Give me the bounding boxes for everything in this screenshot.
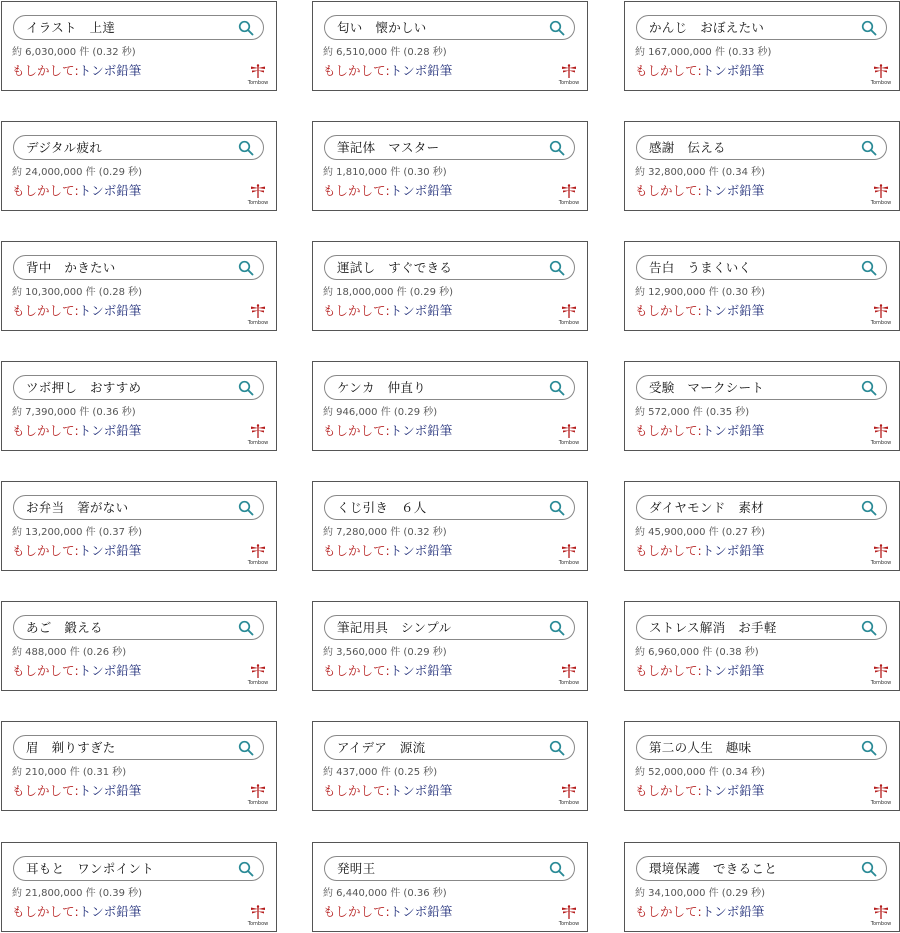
did-you-mean-label: もしかして: [12,543,79,558]
did-you-mean-label: もしかして: [12,303,79,318]
did-you-mean-link[interactable]: トンボ鉛筆 [389,543,453,558]
magnifier-icon[interactable] [549,861,565,877]
did-you-mean-label: もしかして: [12,63,79,78]
did-you-mean-link[interactable]: トンボ鉛筆 [389,303,453,318]
search-query: 眉 剃りすぎた [26,740,116,755]
search-bar[interactable] [636,15,887,40]
tombow-logo [557,64,581,86]
search-result-card [312,241,588,331]
did-you-mean [323,63,452,79]
did-you-mean [323,663,452,679]
did-you-mean [12,63,141,79]
dragonfly-logo-icon [873,64,889,79]
dragonfly-logo-icon [250,184,266,199]
dragonfly-logo-icon [250,424,266,439]
search-result-card [312,481,588,571]
result-count: 約 210,000 件 (0.31 秒) [12,767,127,778]
search-bar[interactable] [324,495,575,520]
brand-name: Tombow [558,680,580,686]
result-count: 約 437,000 件 (0.25 秒) [323,767,438,778]
did-you-mean [323,543,452,559]
brand-name: Tombow [247,680,269,686]
magnifier-icon[interactable] [861,500,877,516]
dragonfly-logo-icon [873,544,889,559]
brand-name: Tombow [247,440,269,446]
dragonfly-logo-icon [561,905,577,920]
search-result-card [1,601,277,691]
search-bar[interactable] [13,375,264,400]
result-count: 約 7,280,000 件 (0.32 秒) [323,527,447,538]
result-count: 約 6,030,000 件 (0.32 秒) [12,47,136,58]
search-query: くじ引き ６人 [337,500,427,515]
did-you-mean-label: もしかして: [635,543,702,558]
result-count: 約 21,800,000 件 (0.39 秒) [12,888,143,899]
search-bar[interactable] [636,255,887,280]
brand-name: Tombow [870,800,892,806]
search-result-card [1,842,277,932]
did-you-mean-label: もしかして: [635,783,702,798]
search-bar[interactable] [324,615,575,640]
search-query: ケンカ 仲直り [337,380,426,395]
brand-name: Tombow [870,921,892,927]
result-count: 約 572,000 件 (0.35 秒) [635,407,750,418]
result-count: 約 12,900,000 件 (0.30 秒) [635,287,766,298]
result-count: 約 7,390,000 件 (0.36 秒) [12,407,136,418]
did-you-mean-link[interactable]: トンボ鉛筆 [389,663,453,678]
search-query: あご 鍛える [26,620,103,635]
result-count: 約 18,000,000 件 (0.29 秒) [323,287,454,298]
dragonfly-logo-icon [873,664,889,679]
brand-name: Tombow [247,320,269,326]
magnifier-icon[interactable] [238,740,254,756]
dragonfly-logo-icon [873,784,889,799]
tombow-logo [557,544,581,566]
dragonfly-logo-icon [250,544,266,559]
search-query: 告白 うまくいく [649,260,752,275]
search-bar[interactable] [636,135,887,160]
brand-name: Tombow [870,440,892,446]
magnifier-icon[interactable] [861,620,877,636]
result-count: 約 6,960,000 件 (0.38 秒) [635,647,759,658]
did-you-mean-link[interactable]: トンボ鉛筆 [78,423,142,438]
dragonfly-logo-icon [561,184,577,199]
brand-name: Tombow [247,200,269,206]
did-you-mean-link[interactable]: トンボ鉛筆 [701,783,765,798]
tombow-logo [246,184,270,206]
search-bar[interactable] [13,735,264,760]
search-query: ツボ押し おすすめ [26,380,142,395]
magnifier-icon[interactable] [549,620,565,636]
result-count: 約 13,200,000 件 (0.37 秒) [12,527,143,538]
did-you-mean-label: もしかして: [635,423,702,438]
search-bar[interactable] [13,615,264,640]
did-you-mean-link[interactable]: トンボ鉛筆 [78,663,142,678]
did-you-mean [12,183,141,199]
search-bar[interactable] [324,375,575,400]
did-you-mean-link[interactable]: トンボ鉛筆 [389,183,453,198]
brand-name: Tombow [558,440,580,446]
magnifier-icon[interactable] [549,20,565,36]
did-you-mean-link[interactable]: トンボ鉛筆 [701,183,765,198]
magnifier-icon[interactable] [861,140,877,156]
tombow-logo [246,905,270,927]
search-query: 発明王 [337,861,376,876]
search-result-card [312,721,588,811]
brand-name: Tombow [247,560,269,566]
tombow-logo [869,304,893,326]
did-you-mean [323,904,452,920]
did-you-mean-label: もしかして: [323,904,390,919]
dragonfly-logo-icon [250,304,266,319]
did-you-mean-link[interactable]: トンボ鉛筆 [701,303,765,318]
search-query: 筆記体 マスター [337,140,440,155]
did-you-mean [635,183,764,199]
dragonfly-logo-icon [250,664,266,679]
did-you-mean [635,303,764,319]
magnifier-icon[interactable] [549,500,565,516]
magnifier-icon[interactable] [549,740,565,756]
tombow-logo [869,184,893,206]
search-bar[interactable] [324,735,575,760]
search-result-card [1,721,277,811]
did-you-mean-label: もしかして: [12,183,79,198]
did-you-mean-link[interactable]: トンボ鉛筆 [78,183,142,198]
search-result-card [624,481,900,571]
tombow-logo [557,664,581,686]
did-you-mean [323,423,452,439]
did-you-mean-link[interactable]: トンボ鉛筆 [389,63,453,78]
did-you-mean-link[interactable]: トンボ鉛筆 [389,904,453,919]
search-result-card [312,601,588,691]
dragonfly-logo-icon [873,184,889,199]
magnifier-icon[interactable] [861,20,877,36]
search-query: 匂い 懐かしい [337,20,427,35]
result-count: 約 167,000,000 件 (0.33 秒) [635,47,772,58]
tombow-logo [869,64,893,86]
brand-name: Tombow [247,921,269,927]
search-query: イラスト 上達 [26,20,116,35]
magnifier-icon[interactable] [238,260,254,276]
did-you-mean-label: もしかして: [635,663,702,678]
magnifier-icon[interactable] [238,140,254,156]
did-you-mean [12,783,141,799]
search-query: 感謝 伝える [649,140,726,155]
did-you-mean [323,783,452,799]
result-count: 約 946,000 件 (0.29 秒) [323,407,438,418]
brand-name: Tombow [247,800,269,806]
did-you-mean-label: もしかして: [12,663,79,678]
search-result-card [1,481,277,571]
did-you-mean-label: もしかして: [323,303,390,318]
dragonfly-logo-icon [561,424,577,439]
search-result-card [1,241,277,331]
search-result-card [1,1,277,91]
dragonfly-logo-icon [250,64,266,79]
dragonfly-logo-icon [561,304,577,319]
brand-name: Tombow [870,320,892,326]
search-result-card [624,842,900,932]
did-you-mean-link[interactable]: トンボ鉛筆 [701,663,765,678]
dragonfly-logo-icon [250,905,266,920]
dragonfly-logo-icon [873,905,889,920]
magnifier-icon[interactable] [238,620,254,636]
search-query: ストレス解消 お手軽 [649,620,777,635]
search-result-card [1,121,277,211]
dragonfly-logo-icon [873,304,889,319]
result-count: 約 3,560,000 件 (0.29 秒) [323,647,447,658]
brand-name: Tombow [247,80,269,86]
magnifier-icon[interactable] [238,500,254,516]
did-you-mean-link[interactable]: トンボ鉛筆 [701,63,765,78]
search-bar[interactable] [324,856,575,881]
search-result-card [312,1,588,91]
tombow-logo [557,905,581,927]
did-you-mean-label: もしかして: [323,63,390,78]
tombow-logo [246,784,270,806]
search-result-card [1,361,277,451]
search-result-card [624,1,900,91]
magnifier-icon[interactable] [549,380,565,396]
search-bar[interactable] [13,255,264,280]
did-you-mean [635,904,764,920]
search-result-card [312,842,588,932]
did-you-mean-link[interactable]: トンボ鉛筆 [78,783,142,798]
did-you-mean [12,543,141,559]
did-you-mean-label: もしかして: [635,63,702,78]
search-bar[interactable] [324,135,575,160]
brand-name: Tombow [558,320,580,326]
magnifier-icon[interactable] [861,740,877,756]
search-bar[interactable] [13,135,264,160]
dragonfly-logo-icon [561,544,577,559]
tombow-logo [557,304,581,326]
search-bar[interactable] [636,375,887,400]
brand-name: Tombow [870,680,892,686]
magnifier-icon[interactable] [861,380,877,396]
brand-name: Tombow [558,800,580,806]
brand-name: Tombow [558,200,580,206]
did-you-mean-label: もしかして: [635,183,702,198]
search-result-card [312,361,588,451]
search-bar[interactable] [636,615,887,640]
did-you-mean-link[interactable]: トンボ鉛筆 [701,543,765,558]
search-query: デジタル疲れ [26,140,103,155]
did-you-mean [12,904,141,920]
search-result-card [624,601,900,691]
search-bar[interactable] [13,495,264,520]
search-query: 筆記用具 シンプル [337,620,452,635]
brand-name: Tombow [558,921,580,927]
did-you-mean-label: もしかして: [635,303,702,318]
tombow-logo [869,664,893,686]
dragonfly-logo-icon [561,664,577,679]
tombow-logo [557,424,581,446]
tombow-logo [869,784,893,806]
result-count: 約 52,000,000 件 (0.34 秒) [635,767,766,778]
result-count: 約 10,300,000 件 (0.28 秒) [12,287,143,298]
did-you-mean [635,63,764,79]
magnifier-icon[interactable] [549,140,565,156]
tombow-logo [246,544,270,566]
did-you-mean-label: もしかして: [323,423,390,438]
did-you-mean-label: もしかして: [12,783,79,798]
did-you-mean-label: もしかして: [323,183,390,198]
did-you-mean-label: もしかして: [323,783,390,798]
search-query: お弁当 箸がない [26,500,129,515]
search-query: アイデア 源流 [337,740,426,755]
search-result-card [624,361,900,451]
search-query: 受験 マークシート [649,380,765,395]
did-you-mean-link[interactable]: トンボ鉛筆 [701,423,765,438]
result-count: 約 34,100,000 件 (0.29 秒) [635,888,766,899]
search-query: 環境保護 できること [649,861,778,876]
tombow-logo [557,184,581,206]
dragonfly-logo-icon [561,784,577,799]
search-bar[interactable] [13,856,264,881]
tombow-logo [869,544,893,566]
tombow-logo [869,424,893,446]
did-you-mean-link[interactable]: トンボ鉛筆 [78,543,142,558]
did-you-mean [12,423,141,439]
did-you-mean [323,183,452,199]
result-count: 約 1,810,000 件 (0.30 秒) [323,167,447,178]
did-you-mean [635,663,764,679]
dragonfly-logo-icon [561,64,577,79]
brand-name: Tombow [558,80,580,86]
search-bar[interactable] [324,15,575,40]
tombow-logo [246,304,270,326]
did-you-mean-link[interactable]: トンボ鉛筆 [78,904,142,919]
magnifier-icon[interactable] [861,260,877,276]
search-result-card [624,241,900,331]
result-count: 約 45,900,000 件 (0.27 秒) [635,527,766,538]
did-you-mean-link[interactable]: トンボ鉛筆 [78,303,142,318]
result-count: 約 32,800,000 件 (0.34 秒) [635,167,766,178]
magnifier-icon[interactable] [861,861,877,877]
search-bar[interactable] [13,15,264,40]
search-result-card [312,121,588,211]
did-you-mean [323,303,452,319]
search-query: 耳もと ワンポイント [26,861,155,876]
did-you-mean-label: もしかして: [635,904,702,919]
magnifier-icon[interactable] [238,20,254,36]
search-query: ダイヤモンド 素材 [649,500,764,515]
did-you-mean-label: もしかして: [12,904,79,919]
search-bar[interactable] [636,735,887,760]
did-you-mean [635,543,764,559]
tombow-logo [557,784,581,806]
did-you-mean [12,663,141,679]
tombow-logo [246,64,270,86]
brand-name: Tombow [870,200,892,206]
did-you-mean-link[interactable]: トンボ鉛筆 [78,63,142,78]
tombow-logo [246,424,270,446]
did-you-mean-label: もしかして: [12,423,79,438]
result-count: 約 6,510,000 件 (0.28 秒) [323,47,447,58]
result-count: 約 24,000,000 件 (0.29 秒) [12,167,143,178]
search-bar[interactable] [324,255,575,280]
brand-name: Tombow [870,560,892,566]
magnifier-icon[interactable] [238,861,254,877]
did-you-mean [12,303,141,319]
did-you-mean-link[interactable]: トンボ鉛筆 [389,783,453,798]
did-you-mean [635,783,764,799]
brand-name: Tombow [558,560,580,566]
did-you-mean-label: もしかして: [323,663,390,678]
brand-name: Tombow [870,80,892,86]
dragonfly-logo-icon [250,784,266,799]
dragonfly-logo-icon [873,424,889,439]
search-query: 背中 かきたい [26,260,116,275]
search-query: 第二の人生 趣味 [649,740,752,755]
search-query: かんじ おぼえたい [649,20,765,35]
search-query: 運試し すぐできる [337,260,453,275]
search-bar[interactable] [636,856,887,881]
did-you-mean-link[interactable]: トンボ鉛筆 [701,904,765,919]
tombow-logo [869,905,893,927]
result-count: 約 488,000 件 (0.26 秒) [12,647,127,658]
did-you-mean-link[interactable]: トンボ鉛筆 [389,423,453,438]
search-result-card [624,721,900,811]
did-you-mean-label: もしかして: [323,543,390,558]
search-result-card [624,121,900,211]
tombow-logo [246,664,270,686]
did-you-mean [635,423,764,439]
magnifier-icon[interactable] [238,380,254,396]
search-bar[interactable] [636,495,887,520]
magnifier-icon[interactable] [549,260,565,276]
result-count: 約 6,440,000 件 (0.36 秒) [323,888,447,899]
